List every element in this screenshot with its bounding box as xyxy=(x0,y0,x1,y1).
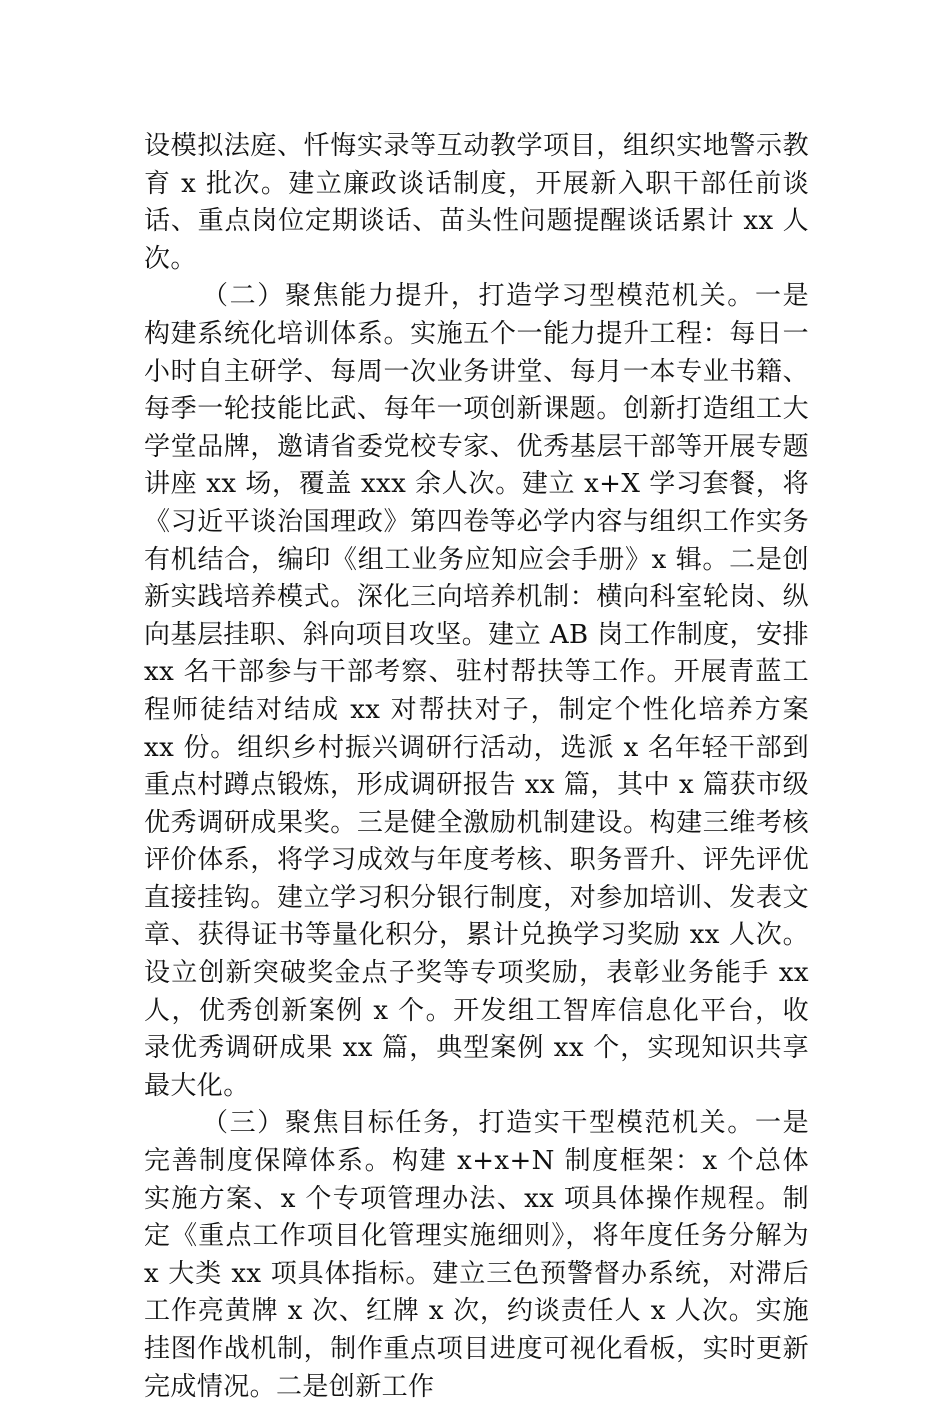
paragraph-goal-tasks: （三）聚焦目标任务，打造实干型模范机关。一是完善制度保障体系。构建 x+x+N 制度框架：x 个总体实施方案、x 个专项管理办法、xx 项具体操作规程。制定《重点工作项目化管理实施细则》，将年度任务分解为 x 大类 xx 项具体指标。建立三色预警督办系统，对滞后工作亮黄牌 x 次、红牌 x 次，约谈责任人 x 人次。实施挂图作战机制，制作重点项目进度可视化看板，实时更新完成情况。二是创新工作 xyxy=(144,1108,809,1402)
paragraph-continuation: 设模拟法庭、忏悔实录等互动教学项目，组织实地警示教育 x 批次。建立廉政谈话制度，开展新入职干部任前谈话、重点岗位定期谈话、苗头性问题提醒谈话累计 xx 人次。 xyxy=(144,131,809,274)
paragraph-ability-improvement: （二）聚焦能力提升，打造学习型模范机关。一是构建系统化培训体系。实施五个一能力提升工程：每日一小时自主研学、每周一次业务讲堂、每月一本专业书籍、每季一轮技能比武、每年一项创新课题。创新打造组工大学堂品牌，邀请省委党校专家、优秀基层干部等开展专题讲座 xx 场，覆盖 xxx 余人次。建立 x+X 学习套餐，将《习近平谈治国理政》第四卷等必学内容与组织工作实务有机结合，编印《组工业务应知应会手册》x 辑。二是创新实践培养模式。深化三向培养机制：横向科室轮岗、纵向基层挂职、斜向项目攻坚。建立 AB 岗工作制度，安排 xx 名干部参与干部考察、驻村帮扶等工作。开展青蓝工程师徒结对结成 xx 对帮扶对子，制定个性化培养方案 xx 份。组织乡村振兴调研行活动，选派 x 名年轻干部到重点村蹲点锻炼，形成调研报告 xx 篇，其中 x 篇获市级优秀调研成果奖。三是健全激励机制建设。构建三维考核评价体系，将学习成效与年度考核、职务晋升、评先评优直接挂钩。建立学习积分银行制度，对参加培训、发表文章、获得证书等量化积分，累计兑换学习奖励 xx 人次。设立创新突破奖金点子奖等专项奖励，表彰业务能手 xx 人，优秀创新案例 x 个。开发组工智库信息化平台，收录优秀调研成果 xx 篇，典型案例 xx 个，实现知识共享最大化。 xyxy=(144,281,809,1101)
document-body xyxy=(144,128,809,1406)
